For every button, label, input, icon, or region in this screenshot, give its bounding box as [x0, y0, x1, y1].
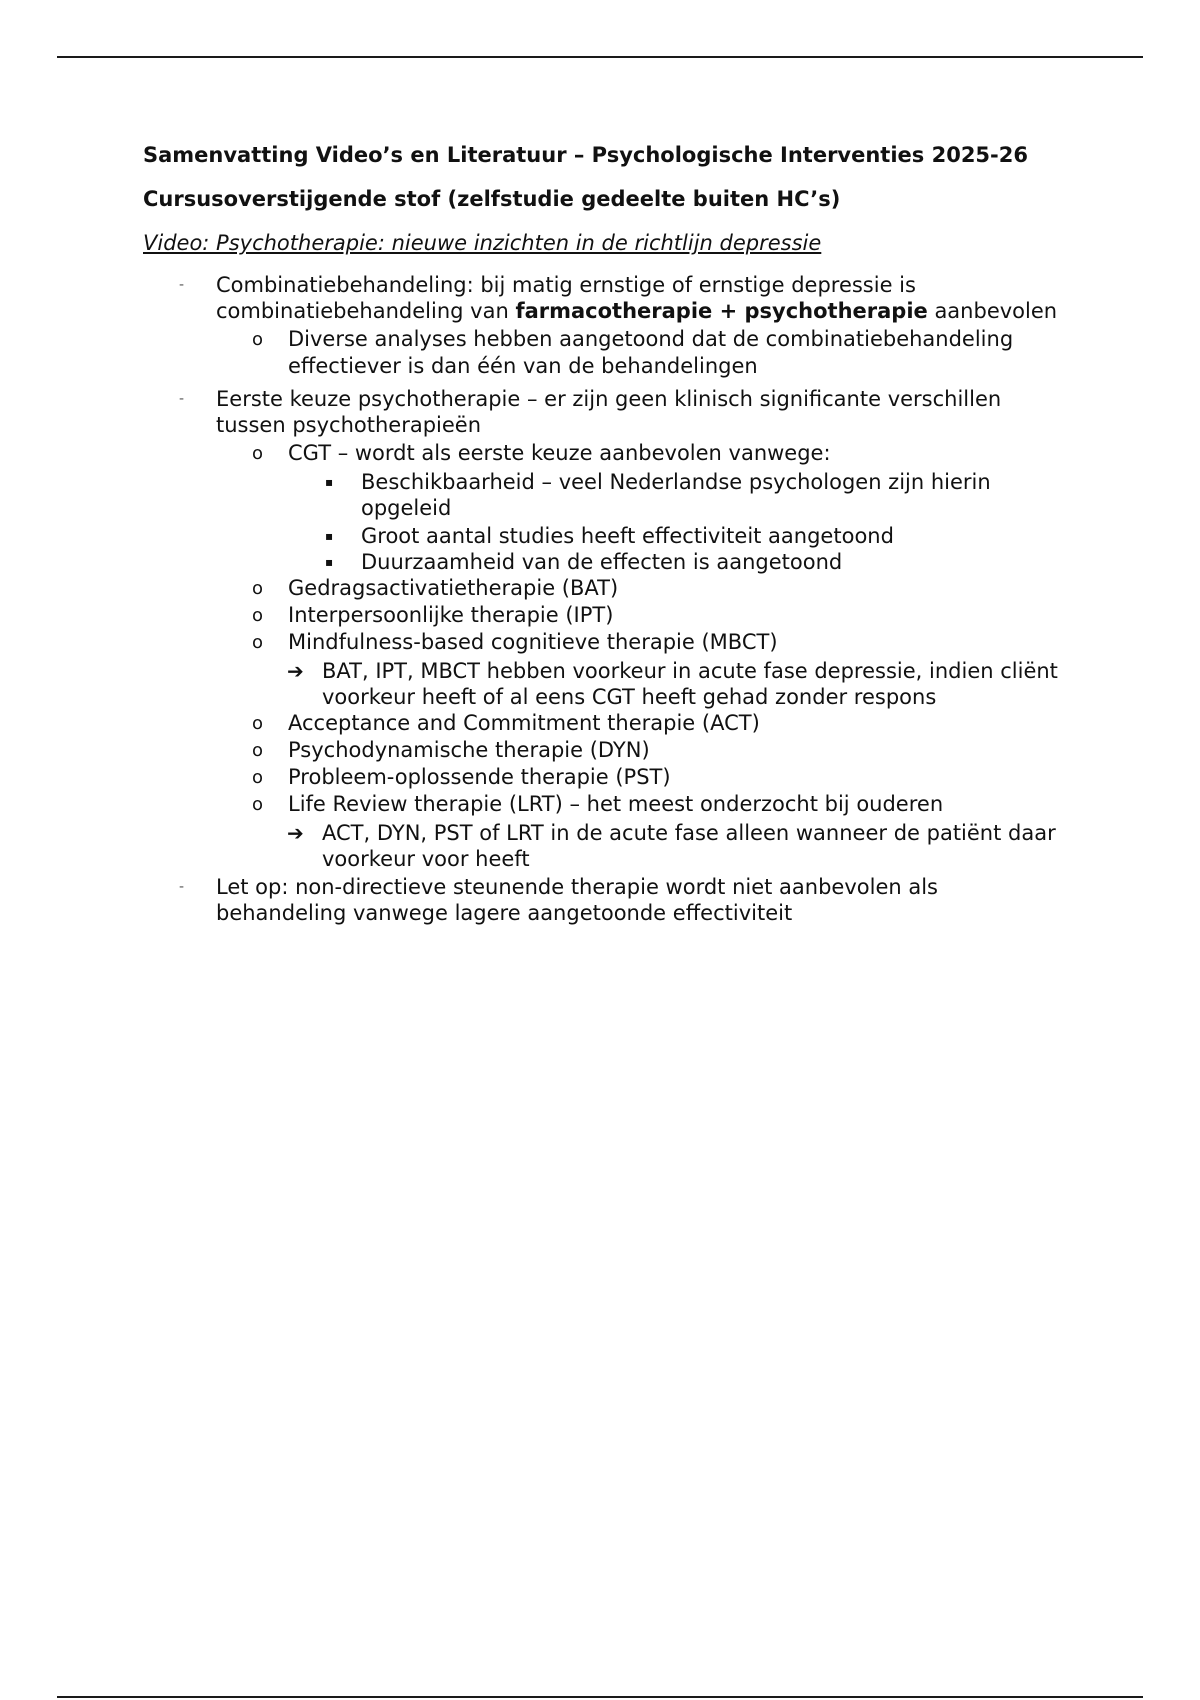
item-bold-text: farmacotherapie + psychotherapie [515, 299, 928, 323]
item-text: Combinatiebehandeling: bij matig ernstige of ernstige depressie is combinatiebehandeling van [216, 273, 916, 323]
list-item [143, 658, 1073, 710]
item-text: aanbevolen [927, 299, 1058, 323]
list-item [143, 549, 1073, 575]
dash-bullet: - [179, 879, 185, 895]
list-item [143, 710, 1073, 737]
item-text: Beschikbaarheid – veel Nederlandse psychologen zijn hierin opgeleid [361, 470, 991, 520]
document-body [143, 142, 1073, 926]
item-text: CGT – wordt als eerste keuze aanbevolen vanwege: [288, 441, 831, 465]
arrow-icon: ➔ [287, 659, 304, 683]
document-title: Samenvatting Video’s en Literatuur – Psychologische Interventies 2025-26 [143, 143, 1028, 167]
list-item [143, 764, 1073, 791]
top-rule [57, 56, 1143, 58]
circle-bullet: o [252, 329, 264, 350]
list-item [143, 272, 1073, 324]
section-heading: Cursusoverstijgende stof (zelfstudie gedeelte buiten HC’s) [143, 187, 841, 211]
item-text: Groot aantal studies heeft effectiviteit aangetoond [361, 524, 894, 548]
item-text: Let op: non-directieve steunende therapie wordt niet aanbevolen als behandeling vanwege lagere aangetoonde effectiviteit [216, 875, 938, 925]
list-item [143, 629, 1073, 656]
item-text: Psychodynamische therapie (DYN) [288, 738, 650, 762]
item-text: Eerste keuze psychotherapie – er zijn geen klinisch significante verschillen tussen psychotherapieën [216, 387, 1002, 437]
item-text: Duurzaamheid van de effecten is aangetoond [361, 550, 843, 574]
list-item [143, 602, 1073, 629]
square-bullet: ▪ [325, 529, 334, 543]
circle-bullet: o [252, 767, 264, 788]
item-text: Diverse analyses hebben aangetoond dat de combinatiebehandeling effectiever is dan één van de behandelingen [288, 327, 1014, 378]
item-text: Acceptance and Commitment therapie (ACT) [288, 711, 760, 735]
list-item [143, 575, 1073, 602]
item-text: BAT, IPT, MBCT hebben voorkeur in acute fase depressie, indien cliënt voorkeur heeft of al eens CGT heeft gehad zonder respons [322, 659, 1058, 709]
list-item [143, 440, 1073, 467]
list-item [143, 874, 1073, 926]
dash-bullet: - [179, 277, 185, 293]
circle-bullet: o [252, 713, 264, 734]
square-bullet: ▪ [325, 555, 334, 569]
circle-bullet: o [252, 605, 264, 626]
list-item [143, 469, 1073, 521]
list-item [143, 386, 1073, 438]
circle-bullet: o [252, 740, 264, 761]
item-text: Probleem-oplossende therapie (PST) [288, 765, 671, 789]
arrow-icon: ➔ [287, 821, 304, 845]
item-text: Mindfulness-based cognitieve therapie (MBCT) [288, 630, 778, 654]
square-bullet: ▪ [325, 475, 334, 489]
circle-bullet: o [252, 578, 264, 599]
list-item [143, 791, 1073, 818]
list-item [143, 820, 1073, 872]
video-heading: Video: Psychotherapie: nieuwe inzichten in de richtlijn depressie [143, 231, 822, 255]
item-text: ACT, DYN, PST of LRT in de acute fase alleen wanneer de patiënt daar voorkeur voor heeft [322, 821, 1056, 871]
circle-bullet: o [252, 443, 264, 464]
bottom-rule [57, 1696, 1143, 1698]
circle-bullet: o [252, 632, 264, 653]
list-item [143, 737, 1073, 764]
circle-bullet: o [252, 794, 264, 815]
item-text: Interpersoonlijke therapie (IPT) [288, 603, 614, 627]
item-text: Gedragsactivatietherapie (BAT) [288, 576, 619, 600]
list-item [143, 326, 1073, 380]
list-item [143, 523, 1073, 549]
dash-bullet: - [179, 391, 185, 407]
item-text: Life Review therapie (LRT) – het meest onderzocht bij ouderen [288, 792, 944, 816]
